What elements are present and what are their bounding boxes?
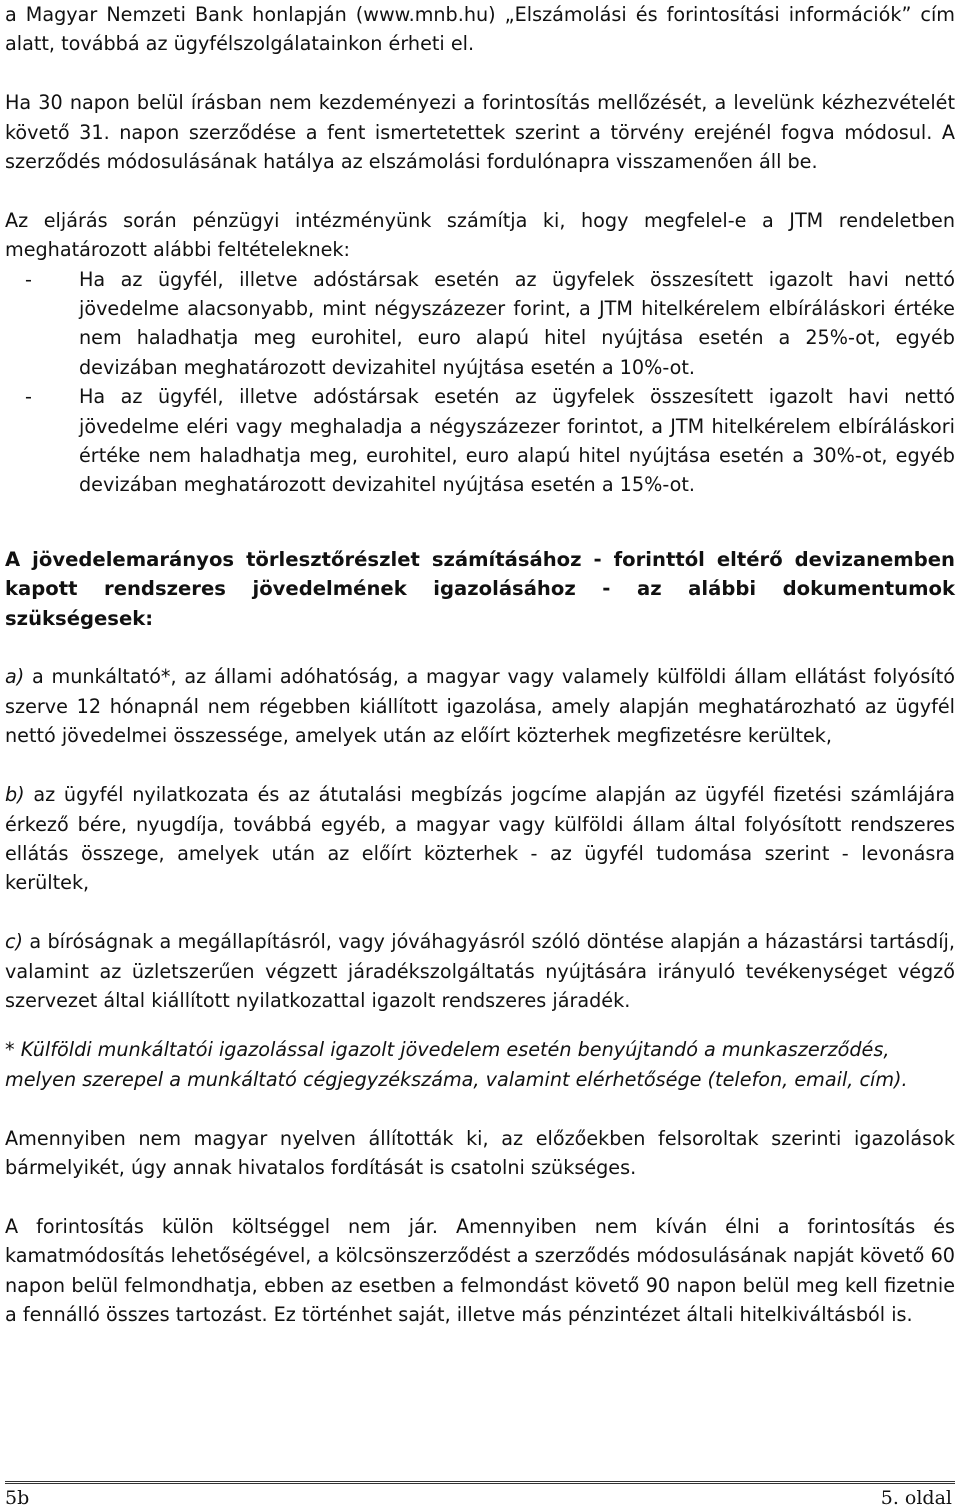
footer-code: 5b	[5, 1487, 30, 1509]
document-item-c	[5, 927, 955, 1015]
item-marker: c)	[5, 930, 24, 954]
document-page	[5, 0, 955, 1329]
paragraph-procedure: Az eljárás során pénzügyi intézményünk számítja ki, hogy megfelel-e a JTM rendeletben meghatározott alábbi feltételeknek:	[5, 208, 955, 262]
document-item-b	[5, 780, 955, 898]
conditions-list	[5, 265, 955, 500]
dash-marker: -	[25, 267, 32, 291]
item-text: az ügyfél nyilatkozata és az átutalási megbízás jogcíme alapján az ügyfél fizetési számlájára érkező bére, nyugdíja, továbbá egyéb, a magyar vagy külföldi állam által folyósított rendszeres ellátás összege, amelyek után az előírt közterhek - az ügyfél tudomása szerint - levonásra kerültek,	[5, 783, 955, 895]
paragraph-translation: Amennyiben nem magyar nyelven állították ki, az előzőekben felsoroltak szerinti igazolások bármelyikét, úgy annak hivatalos fordítását is csatolni szükséges.	[5, 1126, 955, 1179]
condition-text: Ha az ügyfél, illetve adóstársak esetén az ügyfelek összesített igazolt havi nettó jövedelme alacsonyabb, mint négyszázezer forint, a JTM hitelkérelem elbíráláskori értéke nem haladhatja meg eurohitel, euro alapú hitel nyújtása esetén a 25%-ot, egyéb devizában meghatározott devizahitel nyújtása esetén a 10%-ot.	[79, 267, 955, 379]
list-item	[5, 382, 955, 500]
paragraph-cost: A forintosítás külön költséggel nem jár. Amennyiben nem kíván élni a forintosítás és kamatmódosítás lehetőségével, a kölcsönszerződést a szerződés módosulásának napját követő 60 napon belül felmondhatja, ebben az esetben a felmondást követő 90 napon belül meg kell fizetnie a fennálló összes tartozást. Ez történhet saját, illetve más pénzintézet általi hitelkiváltásból is.	[5, 1214, 955, 1326]
footer-divider	[5, 1481, 955, 1484]
paragraph-30-days: Ha 30 napon belül írásban nem kezdeményezi a forintosítás mellőzését, a levelünk kézhezvételét követő 31. napon szerződése a fent ismertetettek szerint a törvény erejénél fogva módosul. A szerződés módosulásának hatálya az elszámolási fordulónapra visszamenően áll be.	[5, 91, 955, 174]
item-text: a munkáltató*, az állami adóhatóság, a magyar vagy valamely külföldi állam ellátást folyósító szerve 12 hónapnál nem régebben kiállított igazolása, amely alapján meghatározható az ügyfél nettó jövedelmei összessége, amelyek után az előírt közterhek megfizetésre kerültek,	[5, 665, 955, 748]
item-text: a bíróságnak a megállapításról, vagy jóváhagyásról szóló döntése alapján a házastársi tartásdíj, valamint az üzletszerűen végzett járadékszolgáltatás nyújtására irányuló tevékenységet végző szervezet által kiállított nyilatkozattal igazolt rendszeres járadék.	[5, 930, 955, 1012]
section-heading: A jövedelemarányos törlesztőrészlet számításához - forinttól eltérő devizanemben kapott rendszeres jövedelmének igazolásához - az alábbi dokumentumok szükségesek:	[5, 547, 955, 630]
footnote: * Külföldi munkáltatói igazolással igazolt jövedelem esetén benyújtandó a munkaszerződés, melyen szerepel a munkáltató cégjegyzékszáma, valamint elérhetősége (telefon, email, cím).	[5, 1038, 908, 1091]
page-number: 5. oldal	[880, 1487, 952, 1509]
condition-text: Ha az ügyfél, illetve adóstársak esetén az ügyfelek összesített igazolt havi nettó jövedelme eléri vagy meghaladja a négyszázezer forintot, a JTM hitelkérelem elbíráláskori értéke nem haladhatja meg, eurohitel, euro alapú hitel nyújtása esetén a 30%-ot, egyéb devizában meghatározott devizahitel nyújtása esetén a 15%-ot.	[79, 385, 955, 497]
list-item	[5, 265, 955, 383]
item-marker: a)	[5, 665, 25, 689]
item-marker: b)	[5, 783, 25, 807]
dash-marker: -	[25, 385, 32, 409]
paragraph-intro-tail: a Magyar Nemzeti Bank honlapján (www.mnb.hu) „Elszámolási és forintosítási információk” cím alatt, továbbá az ügyfélszolgálatainkon érheti el.	[5, 3, 955, 56]
document-item-a	[5, 662, 955, 750]
